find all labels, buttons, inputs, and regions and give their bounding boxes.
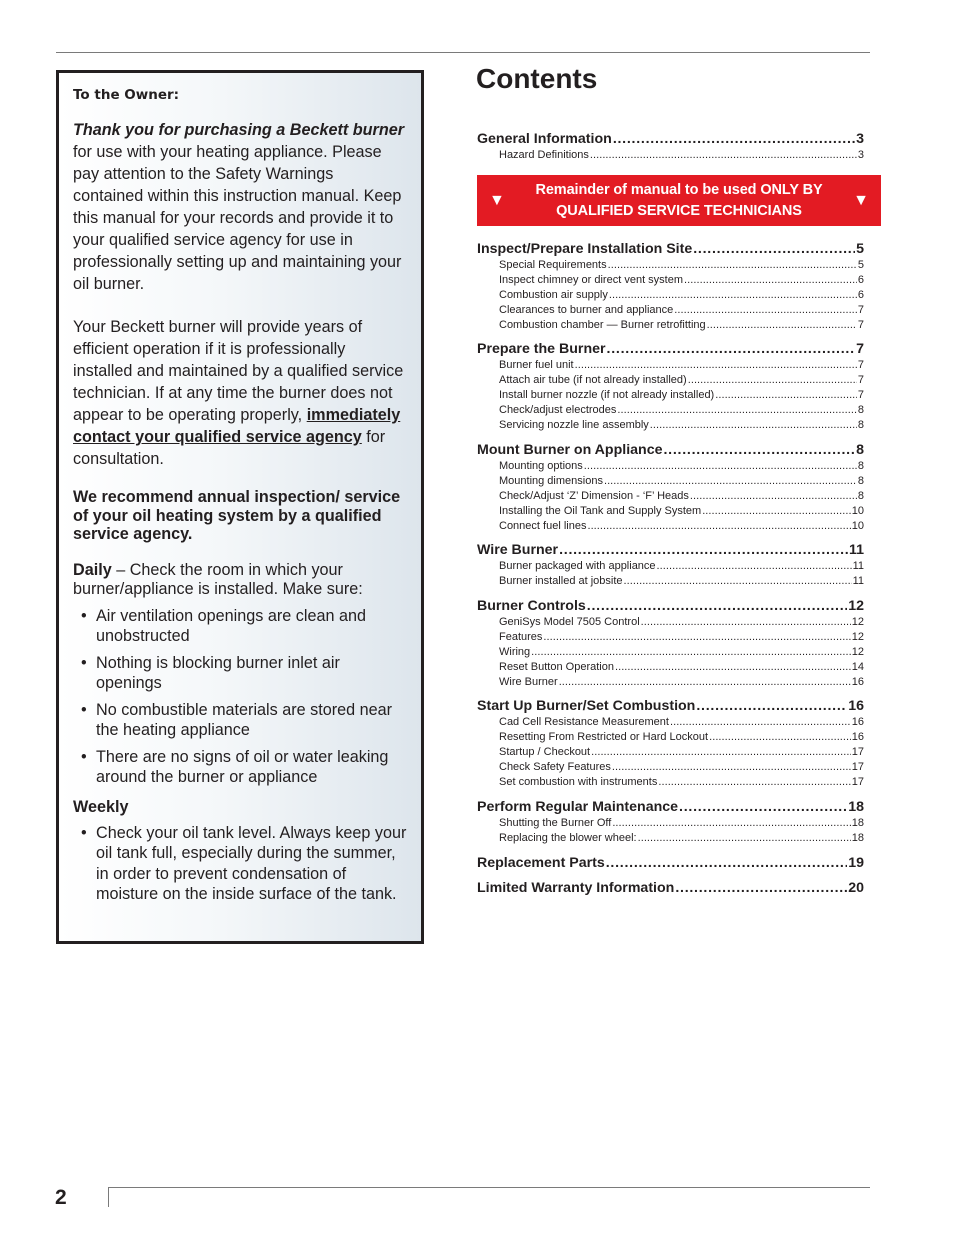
dot-leader: [641, 616, 851, 628]
toc-subentry-title: Check/adjust electrodes: [499, 404, 617, 416]
contents-title: Contents: [476, 63, 598, 94]
dot-leader: [650, 419, 857, 431]
toc-section-entry: [477, 131, 864, 149]
banner-text: [535, 180, 822, 222]
toc-subentry: [477, 746, 864, 761]
dot-leader: [559, 542, 848, 558]
toc-section-entry-title: General Information: [477, 131, 612, 147]
dot-leader: [657, 560, 852, 572]
owner-service-paragraph: [73, 316, 407, 470]
toc-section-entry: [477, 542, 864, 560]
toc-subentry-page: 5: [857, 259, 864, 271]
toc-section-entry-page: 7: [856, 341, 864, 357]
toc-wire-burner: [477, 542, 864, 590]
toc-section-entry-title: Burner Controls: [477, 598, 586, 614]
toc-subentry: [477, 289, 864, 304]
toc-subentry: [477, 817, 864, 832]
toc-subentry-page: 10: [851, 520, 864, 532]
dot-leader: [688, 374, 857, 386]
toc-subentry: [477, 676, 864, 691]
toc-subentry: [477, 389, 864, 404]
toc-subentry-page: 12: [851, 631, 864, 643]
weekly-checklist-item: • Check your oil tank level. Always keep your oil tank full, especially during the summer, in order to prevent condensation of moisture on the inside surface of the tank.: [96, 823, 407, 905]
dot-leader: [590, 149, 857, 161]
toc-subentry-title: Resetting From Restricted or Hard Lockout: [499, 731, 709, 743]
toc-subentry-title: Clearances to burner and appliance: [499, 304, 674, 316]
toc-subentry-title: Inspect chimney or direct vent system: [499, 274, 684, 286]
toc-subentry-page: 18: [851, 832, 864, 844]
toc-subentry: [477, 716, 864, 731]
toc-subentry: [477, 832, 864, 847]
toc-subentry: [477, 761, 864, 776]
page-number: 2: [55, 1186, 67, 1209]
dot-leader: [709, 731, 851, 743]
dot-leader: [663, 442, 855, 458]
toc-replacement-parts: [477, 855, 864, 873]
daily-checklist-item: • There are no signs of oil or water leaking around the burner or appliance: [96, 747, 407, 788]
dot-leader: [591, 746, 851, 758]
toc-subentry-title: Install burner nozzle (if not already installed): [499, 389, 715, 401]
toc-subentry-page: 11: [852, 560, 864, 572]
toc-subentry-page: 18: [851, 817, 864, 829]
toc-subentry: [477, 419, 864, 434]
toc-subentry-title: Connect fuel lines: [499, 520, 587, 532]
toc-subentry-title: Wiring: [499, 646, 531, 658]
toc-section-entry-title: Replacement Parts: [477, 855, 605, 871]
toc-limited-warranty: [477, 880, 864, 898]
toc-section-entry-title: Start Up Burner/Set Combustion: [477, 698, 696, 714]
weekly-checklist: [73, 823, 407, 905]
dot-leader: [696, 698, 847, 714]
toc-subentry-page: 7: [857, 319, 864, 331]
dot-leader: [670, 716, 851, 728]
toc-subentry-page: 12: [851, 646, 864, 658]
toc-subentry-title: Wire Burner: [499, 676, 558, 688]
daily-text: – Check the room in which your burner/appliance is installed. Make sure:: [73, 560, 363, 598]
toc-subentry-title: Check Safety Features: [499, 761, 611, 773]
toc-section-entry: [477, 598, 864, 616]
toc-subentry: [477, 460, 864, 475]
toc-general-information: [477, 131, 864, 164]
toc-subentry-page: 16: [851, 676, 864, 688]
toc-subentry-page: 7: [857, 389, 864, 401]
toc-mount-burner: [477, 442, 864, 535]
toc-section-entry: [477, 442, 864, 460]
toc-subentry-title: Burner fuel unit: [499, 359, 574, 371]
annual-inspection-recommendation: We recommend annual inspection/ service of your oil heating system by a qualified service agency.: [73, 488, 401, 543]
toc-subentry: [477, 404, 864, 419]
dot-leader: [543, 631, 850, 643]
dot-leader: [575, 359, 857, 371]
toc-section-entry-page: 11: [849, 542, 864, 558]
toc-subentry-title: Features: [499, 631, 543, 643]
toc-subentry-page: 10: [851, 505, 864, 517]
toc-section-entry-title: Perform Regular Maintenance: [477, 799, 679, 815]
toc-subentry-page: 8: [857, 460, 864, 472]
toc-subentry-title: Servicing nozzle line assembly: [499, 419, 649, 431]
banner-line-1: Remainder of manual to be used ONLY BY: [535, 181, 823, 198]
dot-leader: [690, 490, 857, 502]
toc-subentry-title: Combustion air supply: [499, 289, 608, 301]
toc-subentry-title: Mounting options: [499, 460, 583, 472]
toc-burner-controls: [477, 598, 864, 691]
dot-leader: [617, 404, 856, 416]
thank-you-emphasis: Thank you for purchasing a Beckett burner: [73, 121, 405, 139]
service-text: Your Beckett burner will provide years of efficient operation if it is professionally installed and maintained by a qualified service technician. If at any time the burner does not appear to be operating properly,: [73, 318, 404, 424]
toc-subentry-page: 7: [857, 304, 864, 316]
toc-subentry-page: 16: [851, 731, 864, 743]
dot-leader: [715, 389, 857, 401]
dot-leader: [707, 319, 857, 331]
footer-rule-tick: [108, 1187, 109, 1207]
toc-subentry-page: 16: [851, 716, 864, 728]
toc-subentry-title: Replacing the blower wheel:: [499, 832, 637, 844]
toc-subentry: [477, 274, 864, 289]
toc-subentry-title: Special Requirements: [499, 259, 607, 271]
toc-subentry: [477, 520, 864, 535]
toc-subentry: [477, 631, 864, 646]
service-text-end: for consultation.: [73, 428, 386, 468]
toc-section-entry: [477, 341, 864, 359]
toc-subentry: [477, 304, 864, 319]
daily-checklist-item: • Nothing is blocking burner inlet air openings: [96, 653, 407, 694]
toc-subentry-page: 6: [857, 289, 864, 301]
dot-leader: [658, 776, 850, 788]
dot-leader: [612, 761, 851, 773]
toc-subentry-title: Cad Cell Resistance Measurement: [499, 716, 669, 728]
toc-subentry-page: 17: [851, 776, 864, 788]
toc-subentry-page: 8: [857, 475, 864, 487]
dot-leader: [702, 505, 851, 517]
thank-you-text: for use with your heating appliance. Please pay attention to the Safety Warnings contained within this instruction manual. Keep this manual for your records and provide it to your qualified service agency for use in professionally setting up and maintaining your oil burner.: [73, 143, 402, 293]
toc-subentry: [477, 475, 864, 490]
toc-subentry-title: GeniSys Model 7505 Control: [499, 616, 640, 628]
down-arrow-icon: ▼: [489, 191, 505, 209]
toc-section-entry-page: 19: [848, 855, 864, 871]
toc-subentry-title: Shutting the Burner Off: [499, 817, 612, 829]
toc-section-entry-title: Prepare the Burner: [477, 341, 606, 357]
toc-subentry: [477, 490, 864, 505]
toc-subentry-title: Burner installed at jobsite: [499, 575, 623, 587]
dot-leader: [559, 676, 851, 688]
dot-leader: [638, 832, 851, 844]
toc-section-entry-page: 3: [856, 131, 864, 147]
toc-subentry: [477, 560, 864, 575]
dot-leader: [624, 575, 852, 587]
toc-subentry: [477, 149, 864, 164]
toc-subentry: [477, 646, 864, 661]
toc-section-entry: [477, 880, 864, 898]
toc-subentry-title: Set combustion with instruments: [499, 776, 658, 788]
daily-checklist-item: • Air ventilation openings are clean and unobstructed: [96, 606, 407, 647]
dot-leader: [615, 661, 851, 673]
dot-leader: [587, 520, 850, 532]
toc-section-entry: [477, 241, 864, 259]
toc-section-entry-title: Limited Warranty Information: [477, 880, 675, 896]
toc-subentry: [477, 776, 864, 791]
toc-section-entry-page: 20: [848, 880, 864, 896]
toc-subentry-page: 8: [857, 404, 864, 416]
toc-section-entry-page: 12: [848, 598, 864, 614]
owner-heading: To the Owner:: [73, 87, 180, 103]
toc-subentry-title: Installing the Oil Tank and Supply System: [499, 505, 702, 517]
toc-subentry-page: 3: [857, 149, 864, 161]
toc-subentry-title: Reset Button Operation: [499, 661, 614, 673]
owner-notice-box: [56, 70, 424, 944]
toc-subentry-page: 11: [852, 575, 864, 587]
footer-rule: [108, 1187, 870, 1188]
toc-section-entry: [477, 698, 864, 716]
contact-service-agency-emphasis: immediately contact your qualified service agency: [73, 406, 401, 446]
toc-subentry: [477, 661, 864, 676]
dot-leader: [608, 259, 857, 271]
toc-subentry: [477, 259, 864, 274]
daily-checklist: [73, 606, 407, 788]
daily-label: Daily: [73, 560, 112, 579]
toc-subentry-title: Mounting dimensions: [499, 475, 603, 487]
toc-section-entry-page: 16: [848, 698, 864, 714]
toc-subentry: [477, 359, 864, 374]
toc-subentry-page: 14: [851, 661, 864, 673]
dot-leader: [531, 646, 851, 658]
toc-section-entry-title: Mount Burner on Appliance: [477, 442, 663, 458]
toc-subentry-page: 17: [851, 761, 864, 773]
dot-leader: [587, 598, 847, 614]
toc-subentry: [477, 319, 864, 334]
weekly-label: Weekly: [73, 797, 129, 816]
toc-subentry: [477, 731, 864, 746]
toc-subentry-title: Burner packaged with appliance: [499, 560, 656, 572]
banner-line-2: QUALIFIED SERVICE TECHNICIANS: [556, 202, 802, 219]
toc-section-entry: [477, 799, 864, 817]
toc-subentry-title: Combustion chamber — Burner retrofitting: [499, 319, 706, 331]
toc-section-entry-page: 5: [856, 241, 864, 257]
daily-check-paragraph: [73, 561, 407, 600]
toc-subentry-page: 8: [857, 419, 864, 431]
toc-section-entry-title: Wire Burner: [477, 542, 559, 558]
dot-leader: [604, 475, 857, 487]
dot-leader: [674, 304, 857, 316]
toc-subentry-page: 7: [857, 359, 864, 371]
dot-leader: [607, 341, 856, 357]
toc-section-entry: [477, 855, 864, 873]
toc-start-up-burner: [477, 698, 864, 791]
toc-section-entry-title: Inspect/Prepare Installation Site: [477, 241, 693, 257]
toc-section-entry-page: 8: [856, 442, 864, 458]
toc-subentry-title: Hazard Definitions: [499, 149, 589, 161]
toc-subentry-page: 17: [851, 746, 864, 758]
header-rule: [56, 52, 870, 53]
dot-leader: [613, 131, 855, 147]
dot-leader: [679, 799, 847, 815]
qualified-technicians-banner: [477, 175, 881, 226]
toc-subentry: [477, 505, 864, 520]
dot-leader: [675, 880, 847, 896]
toc-subentry: [477, 616, 864, 631]
toc-subentry-page: 7: [857, 374, 864, 386]
toc-subentry-page: 6: [857, 274, 864, 286]
toc-subentry-title: Check/Adjust ‘Z’ Dimension - ‘F’ Heads: [499, 490, 689, 502]
toc-subentry-title: Attach air tube (if not already installed): [499, 374, 687, 386]
toc-subentry-title: Startup / Checkout: [499, 746, 591, 758]
dot-leader: [609, 289, 857, 301]
dot-leader: [612, 817, 850, 829]
toc-subentry: [477, 575, 864, 590]
toc-subentry-page: 12: [851, 616, 864, 628]
toc-regular-maintenance: [477, 799, 864, 847]
toc-subentry: [477, 374, 864, 389]
dot-leader: [584, 460, 857, 472]
down-arrow-icon: ▼: [853, 191, 869, 209]
owner-thank-you-paragraph: [73, 119, 407, 295]
toc-prepare-burner: [477, 341, 864, 434]
dot-leader: [684, 274, 857, 286]
daily-checklist-item: • No combustible materials are stored near the heating appliance: [96, 700, 407, 741]
dot-leader: [693, 241, 855, 257]
toc-subentry-page: 8: [857, 490, 864, 502]
toc-inspect-prepare-site: [477, 241, 864, 334]
toc-section-entry-page: 18: [848, 799, 864, 815]
dot-leader: [606, 855, 847, 871]
